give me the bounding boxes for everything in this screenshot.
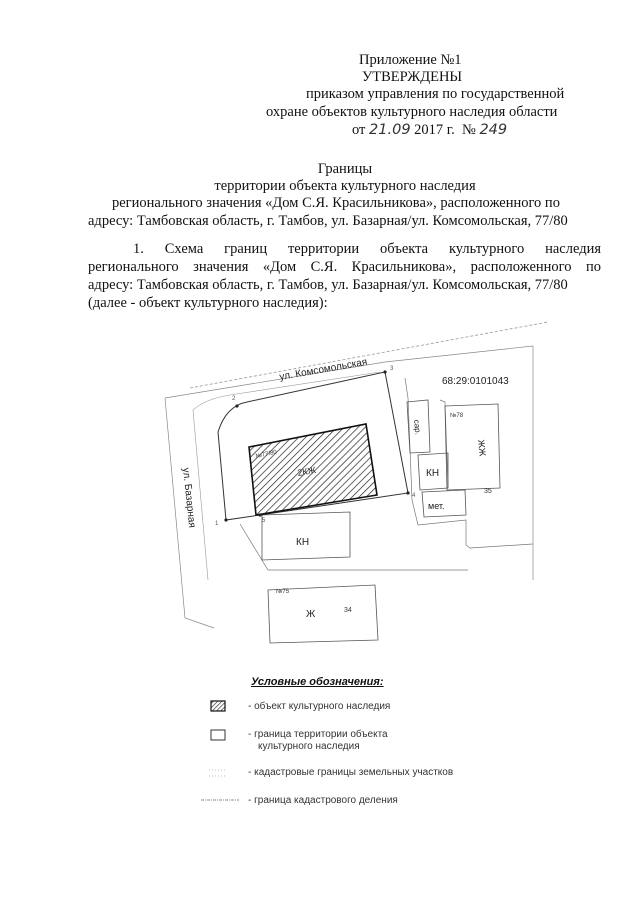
- neighbour-plot-boundary: [405, 378, 533, 548]
- appendix-label: Приложение №1: [359, 52, 462, 68]
- order-line-1: приказом управления по государственной: [306, 86, 565, 102]
- legend-item-territory: - граница территории объекта: [248, 729, 388, 740]
- label-n35: 35: [484, 488, 492, 495]
- legend-title: Условные обозначения:: [251, 676, 384, 688]
- bazarnaya-street-line: [193, 410, 208, 580]
- label-sheds: сар.: [412, 419, 423, 436]
- point-4-marker: [406, 491, 409, 494]
- label-zh-right: ЖЖ: [476, 439, 488, 457]
- label-n75: №75: [276, 589, 290, 595]
- neighbour-75-boundary: [240, 524, 468, 570]
- paragraph-line-2: регионального значения «Дом С.Я. Красильникова», расположенного по: [88, 259, 601, 275]
- point-1-marker: [224, 518, 227, 521]
- label-house-number-main: №77/80: [255, 449, 278, 460]
- approved-label: УТВЕРЖДЕНЫ: [362, 69, 463, 85]
- title-line-4: адресу: Тамбовская область, г. Тамбов, ул. Базарная/ул. Комсомольская, 77/80: [88, 213, 568, 229]
- legend-item-cadastral-parcels: - кадастровые границы земельных участков: [248, 767, 454, 778]
- point-3-label: 3: [390, 366, 394, 372]
- point-3-marker: [383, 370, 386, 373]
- label-kn-bottom: КН: [296, 537, 310, 548]
- point-4-label: 4: [412, 493, 416, 499]
- street-bazarnaya-label: ул. Базарная: [180, 467, 198, 529]
- paragraph-line-4: (далее - объект культурного наследия):: [88, 295, 328, 311]
- quarter-boundary-top: [165, 346, 533, 398]
- point-2-label: 2: [232, 396, 236, 402]
- legend-item-heritage: - объект культурного наследия: [248, 701, 391, 712]
- point-5-marker: [258, 513, 261, 516]
- point-2-marker: [235, 404, 238, 407]
- number-handwritten: 249: [479, 122, 508, 138]
- date-year: 2017 г.: [414, 122, 455, 138]
- label-met: мет.: [428, 501, 445, 511]
- label-main-building: 2КЖ: [296, 464, 317, 478]
- title-line-1: Границы: [317, 161, 373, 177]
- order-date-line: [352, 122, 507, 139]
- label-zh-bottom: Ж: [306, 609, 316, 620]
- label-n34: 34: [344, 607, 352, 614]
- paragraph-line-1: 1. Схема границ территории объекта культурного наследия: [133, 241, 601, 257]
- building-kn-bottom: [262, 512, 350, 560]
- label-n78: №78: [450, 413, 464, 419]
- cadastral-number: 68:29:0101043: [442, 376, 509, 387]
- legend-item-cadastral-division: - граница кадастрового деления: [248, 795, 398, 806]
- legend-item-territory-2: культурного наследия: [258, 741, 360, 752]
- point-5-label: 5: [262, 518, 266, 524]
- label-kn-right: КН: [426, 468, 440, 479]
- boundary-scheme-map: [0, 310, 640, 650]
- date-prefix: от: [352, 122, 366, 138]
- legend-territory-icon: [210, 729, 226, 741]
- legend-cadastral-division-icon: [200, 796, 240, 804]
- number-sign: №: [461, 122, 476, 138]
- title-line-3: регионального значения «Дом С.Я. Красильникова», расположенного по: [112, 195, 560, 211]
- street-komsomolskaya-label: ул. Комсомольская: [278, 356, 369, 383]
- point-1-label: 1: [215, 521, 219, 527]
- legend-cadastral-parcels-icon: [208, 766, 228, 780]
- title-line-2: территории объекта культурного наследия: [214, 178, 476, 194]
- legend-heritage-icon: [210, 700, 226, 712]
- date-handwritten: 21.09: [369, 122, 411, 138]
- order-line-2: охране объектов культурного наследия области: [266, 104, 558, 120]
- paragraph-line-3: адресу: Тамбовская область, г. Тамбов, ул. Базарная/ул. Комсомольская, 77/80: [88, 277, 568, 293]
